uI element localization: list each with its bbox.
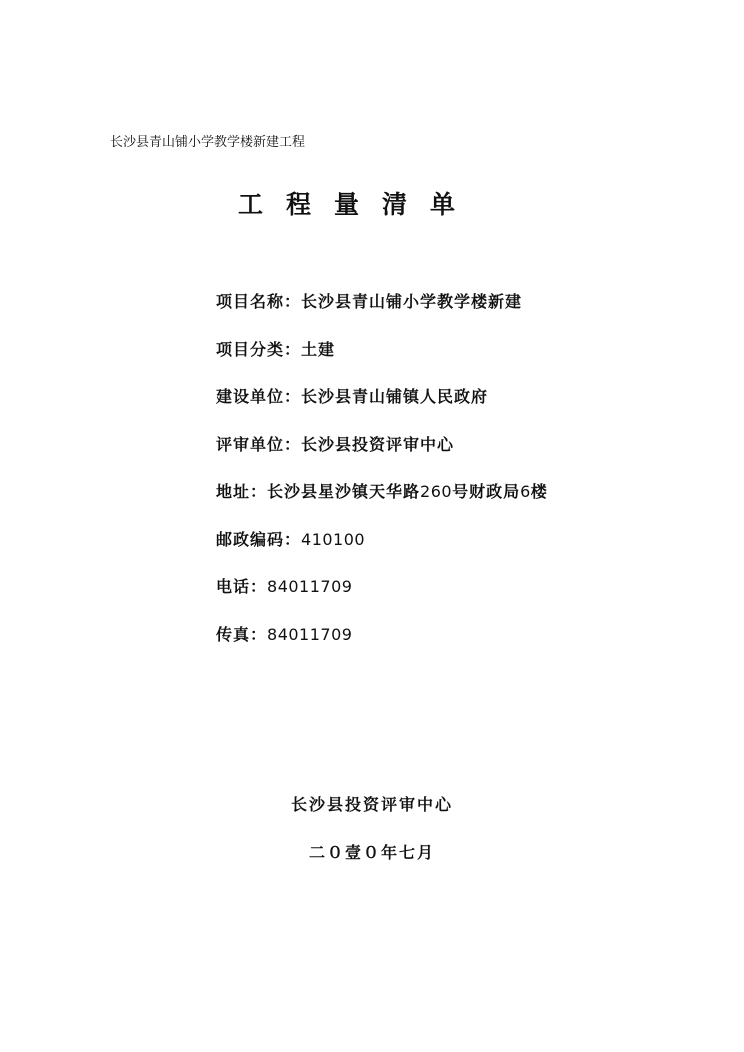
address-value-3: 楼 bbox=[530, 482, 548, 501]
issue-date: 二０壹０年七月 bbox=[308, 843, 435, 862]
address-number: 260 bbox=[420, 482, 453, 501]
project-name-label: 项目名称： bbox=[216, 292, 302, 311]
fax-value: 84011709 bbox=[267, 625, 353, 644]
review-unit-label: 评审单位： bbox=[216, 435, 302, 454]
construction-unit-value: 长沙县青山铺镇人民政府 bbox=[301, 387, 489, 406]
address-value: 长沙县星沙镇天华路 bbox=[267, 482, 421, 501]
postcode-line bbox=[216, 530, 365, 550]
project-header: 长沙县青山铺小学教学楼新建工程 bbox=[110, 135, 306, 150]
project-name-line bbox=[216, 292, 522, 312]
phone-label: 电话： bbox=[216, 577, 268, 596]
postcode-label: 邮政编码： bbox=[216, 530, 302, 549]
address-line bbox=[216, 482, 548, 502]
project-category-value: 土建 bbox=[301, 340, 336, 359]
review-unit-line bbox=[216, 435, 454, 455]
phone-line bbox=[216, 577, 352, 597]
address-label: 地址： bbox=[216, 482, 268, 501]
phone-value: 84011709 bbox=[267, 577, 353, 596]
fax-label: 传真： bbox=[216, 625, 268, 644]
issuing-organization: 长沙县投资评审中心 bbox=[290, 795, 453, 814]
postcode-value: 410100 bbox=[301, 530, 366, 549]
address-value-2: 号财政局 bbox=[452, 482, 521, 501]
construction-unit-line bbox=[216, 387, 488, 407]
project-category-line bbox=[216, 340, 335, 360]
construction-unit-label: 建设单位： bbox=[216, 387, 302, 406]
project-category-label: 项目分类： bbox=[216, 340, 302, 359]
review-unit-value: 长沙县投资评审中心 bbox=[301, 435, 455, 454]
document-title: 工程量清单 bbox=[238, 190, 479, 219]
fax-line bbox=[216, 625, 352, 645]
address-floor: 6 bbox=[520, 482, 531, 501]
project-name-value: 长沙县青山铺小学教学楼新建 bbox=[301, 292, 523, 311]
